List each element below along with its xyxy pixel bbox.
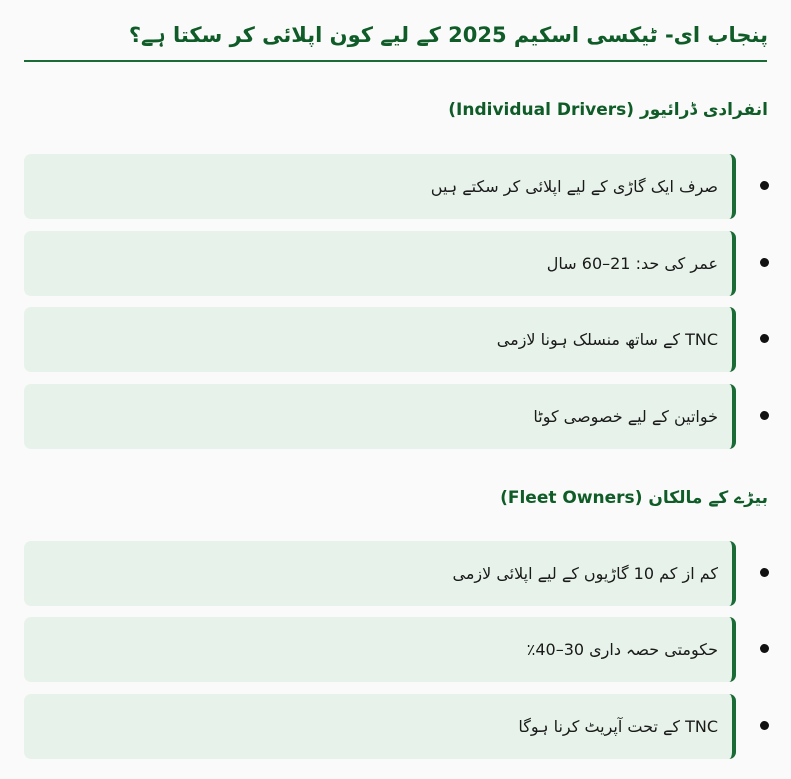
list-item	[0, 154, 791, 219]
section-heading-fleet-owners: بیڑے کے مالکان (Fleet Owners)	[500, 488, 768, 508]
page-title: پنجاب ای- ٹیکسی اسکیم 2025 کے لیے کون اپلائی کر سکتا ہے؟	[128, 23, 768, 47]
list-item-text: عمر کی حد: 21–60 سال	[546, 254, 718, 273]
bullet-icon	[760, 334, 769, 343]
list-item-text: حکومتی حصہ داری 30–40٪	[526, 640, 718, 659]
list-item-card	[24, 384, 736, 449]
bullet-icon	[760, 568, 769, 577]
bullet-icon	[760, 644, 769, 653]
list-item-card	[24, 617, 736, 682]
list-item	[0, 384, 791, 449]
list-item-text: TNC کے تحت آپریٹ کرنا ہوگا	[518, 717, 718, 736]
list-item-text: خواتین کے لیے خصوصی کوٹا	[533, 407, 718, 426]
section-heading-individual-drivers: انفرادی ڈرائیور (Individual Drivers)	[448, 100, 768, 120]
list-item	[0, 307, 791, 372]
list-item	[0, 617, 791, 682]
list-item-card	[24, 541, 736, 606]
list-item	[0, 541, 791, 606]
bullet-icon	[760, 721, 769, 730]
list-item-text: کم از کم 10 گاڑیوں کے لیے اپلائی لازمی	[452, 564, 718, 583]
list-item-text: TNC کے ساتھ منسلک ہونا لازمی	[496, 330, 718, 349]
list-item-card	[24, 231, 736, 296]
bullet-icon	[760, 181, 769, 190]
list-item-card	[24, 307, 736, 372]
bullet-icon	[760, 411, 769, 420]
list-item-text: صرف ایک گاڑی کے لیے اپلائی کر سکتے ہیں	[430, 177, 718, 196]
list-item	[0, 694, 791, 759]
list-item	[0, 231, 791, 296]
title-divider	[24, 60, 767, 62]
bullet-icon	[760, 258, 769, 267]
list-item-card	[24, 154, 736, 219]
list-item-card	[24, 694, 736, 759]
